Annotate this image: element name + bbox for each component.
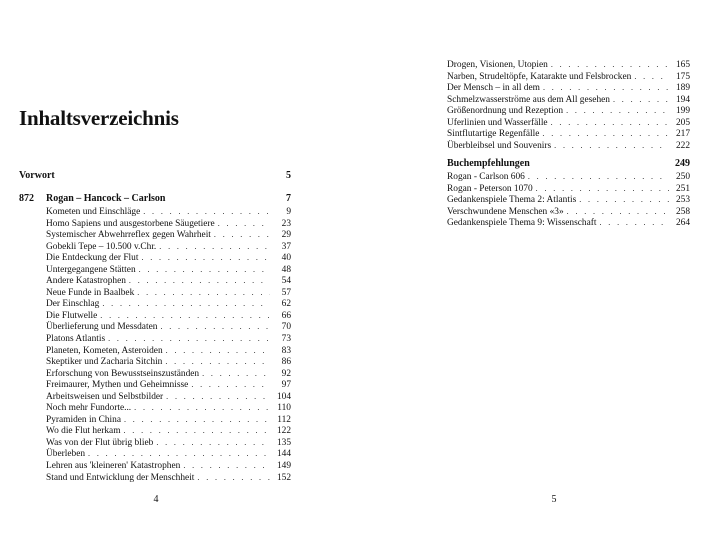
toc-entry-page: 122 (276, 426, 291, 437)
toc-entry-title: Überbleibsel und Souvenirs (447, 140, 552, 151)
toc-entry-title: Uferlinien und Wasserfälle (447, 117, 548, 128)
dot-leader (160, 321, 270, 333)
toc-entry-page: 62 (281, 299, 291, 310)
toc-entry[interactable] (46, 379, 291, 391)
toc-entry-title: Narben, Strudeltöpfe, Katarakte und Felsbrocken (447, 71, 632, 82)
toc-entry[interactable] (46, 391, 291, 403)
toc-entry-title: Untergegangene Stätten (46, 264, 136, 275)
dot-leader (166, 345, 270, 357)
toc-entry-title: Kometen und Einschläge (46, 207, 141, 217)
dot-leader (124, 414, 270, 426)
toc-entry-title: Überlieferung und Messdaten (46, 322, 158, 333)
toc-entry[interactable] (46, 229, 291, 241)
toc-entry[interactable] (447, 194, 690, 206)
toc-entry-page: 97 (281, 380, 291, 391)
toc-entry-page: 144 (276, 449, 291, 460)
toc-entry[interactable] (46, 402, 291, 414)
toc-entry-title: Größenordnung und Rezeption (447, 106, 564, 117)
toc-entry-title: Noch mehr Fundorte... (46, 403, 132, 414)
toc-entry-page: 70 (281, 322, 291, 333)
toc-entry[interactable] (447, 171, 690, 183)
toc-entry-title: Gedankenspiele Thema 9: Wissenschaft (447, 218, 597, 229)
toc-entry-title: Neue Funde in Baalbek (46, 287, 135, 298)
dot-leader (100, 310, 270, 322)
toc-entry-title: Systemischer Abwehrreflex gegen Wahrheit (46, 230, 211, 241)
toc-entry-title: Freimaurer, Mythen und Geheimnisse (46, 380, 189, 391)
toc-entry-page: 250 (675, 172, 690, 182)
toc-entry-title: Sintflutartige Regenfälle (447, 129, 540, 140)
toc-entry[interactable] (46, 252, 291, 264)
toc-entry-page: 66 (281, 310, 291, 321)
dot-leader (197, 472, 270, 484)
toc-entry-title: Gobekli Tepe – 10.500 v.Chr. (46, 241, 157, 252)
toc-entry-page: 57 (281, 287, 291, 298)
toc-entry-title: Andere Katastrophen (46, 276, 126, 287)
toc-entry-page: 73 (281, 334, 291, 345)
toc-entry-page: 194 (675, 94, 690, 105)
dot-leader (613, 94, 669, 106)
toc-entry[interactable] (447, 128, 690, 140)
toc-entry-page: 135 (276, 437, 291, 448)
vorwort-page: 5 (286, 170, 291, 181)
toc-entry-page: 175 (675, 71, 690, 82)
toc-entry[interactable] (447, 217, 690, 229)
toc-entry-title: Was von der Flut übrig blieb (46, 437, 154, 448)
toc-entry[interactable] (46, 241, 291, 253)
toc-entry-title: Planeten, Kometen, Asteroiden (46, 345, 163, 356)
toc-entry-page: 9 (286, 207, 291, 217)
toc-entry-title: Rogan - Carlson 606 (447, 172, 525, 182)
dot-leader (218, 218, 270, 230)
toc-entry[interactable] (447, 82, 690, 94)
toc-entry-title: Arbeitsweisen und Selbstbilder (46, 391, 164, 402)
toc-entry-page: 104 (276, 391, 291, 402)
toc-entry-title: Rogan - Peterson 1070 (447, 183, 533, 194)
toc-entry-title: Platons Atlantis (46, 334, 106, 345)
toc-entry[interactable] (46, 345, 291, 357)
dot-leader (183, 460, 270, 472)
toc-entry-page: 165 (675, 60, 690, 70)
dot-leader (156, 437, 270, 449)
dot-leader (143, 206, 270, 218)
dot-leader (543, 82, 669, 94)
toc-entry[interactable] (447, 105, 690, 117)
toc-entry-page: 40 (281, 253, 291, 264)
dot-leader (551, 117, 669, 129)
toc-entry[interactable] (46, 368, 291, 380)
toc-entry-page: 92 (281, 368, 291, 379)
toc-entry-page: 258 (675, 206, 690, 217)
toc-entry[interactable] (46, 264, 291, 276)
toc-entry[interactable] (447, 71, 690, 83)
toc-entry-page: 23 (281, 218, 291, 229)
toc-entry[interactable] (46, 298, 291, 310)
page-title: Inhaltsverzeichnis (19, 106, 179, 130)
dot-leader (191, 379, 270, 391)
toc-entry-title: Stand und Entwicklung der Menschheit (46, 472, 195, 483)
vorwort-label: Vorwort (19, 170, 55, 181)
dot-leader (214, 229, 270, 241)
toc-entry-page: 199 (675, 106, 690, 117)
dot-leader (567, 206, 669, 218)
toc-entry[interactable] (447, 206, 690, 218)
toc-entry[interactable] (46, 472, 291, 484)
dot-leader (88, 448, 270, 460)
toc-entry-page: 112 (277, 414, 291, 425)
toc-entry-page: 222 (675, 140, 690, 151)
toc-entry-page: 86 (281, 357, 291, 368)
toc-entry[interactable] (46, 356, 291, 368)
dot-leader (551, 59, 669, 71)
dot-leader (634, 71, 669, 83)
toc-list-recommendations (447, 171, 690, 229)
toc-entry[interactable] (46, 425, 291, 437)
dot-leader (202, 368, 270, 380)
toc-entry[interactable] (46, 437, 291, 449)
chapter-number: 872 (19, 193, 34, 204)
toc-entry-title: Verschwundene Menschen «3» (447, 206, 564, 217)
dot-leader (141, 252, 270, 264)
toc-entry-page: 217 (675, 129, 690, 140)
toc-entry-title: Lehren aus 'kleineren' Katastrophen (46, 461, 181, 472)
toc-entry-page: 264 (675, 218, 690, 229)
toc-entry-title: Die Entdeckung der Flut (46, 253, 139, 264)
section-title: Buchempfehlungen (447, 158, 530, 169)
dot-leader (600, 217, 670, 229)
toc-entry[interactable] (447, 183, 690, 195)
dot-leader (579, 194, 669, 206)
toc-entry-title: Die Flutwelle (46, 310, 98, 321)
toc-entry[interactable] (46, 333, 291, 345)
page-number-left: 4 (153, 494, 159, 505)
toc-list-left (46, 206, 291, 483)
chapter-page: 7 (286, 193, 291, 204)
toc-entry[interactable] (46, 206, 291, 218)
toc-entry-title: Homo Sapiens und ausgestorbene Säugetiere (46, 218, 215, 229)
toc-entry[interactable] (46, 275, 291, 287)
toc-entry-page: 149 (276, 461, 291, 472)
toc-entry-title: Der Mensch – in all dem (447, 83, 540, 94)
toc-entry-page: 54 (281, 276, 291, 287)
dot-leader (165, 356, 270, 368)
toc-entry-title: Pyramiden in China (46, 414, 121, 425)
right-page (360, 0, 720, 540)
toc-entry-page: 37 (281, 241, 291, 252)
toc-entry-page: 83 (281, 345, 291, 356)
toc-entry-page: 48 (281, 264, 291, 275)
toc-entry[interactable] (46, 321, 291, 333)
dot-leader (102, 298, 270, 310)
toc-entry[interactable] (447, 117, 690, 129)
dot-leader (528, 171, 669, 183)
dot-leader (124, 425, 271, 437)
toc-entry-page: 189 (675, 83, 690, 94)
dot-leader (134, 402, 270, 414)
toc-entry-page: 251 (675, 183, 690, 194)
dot-leader (566, 105, 669, 117)
toc-entry[interactable] (46, 414, 291, 426)
toc-entry-vorwort[interactable] (19, 170, 291, 181)
toc-entry-title: Der Einschlag (46, 299, 100, 310)
toc-entry-title: Gedankenspiele Thema 2: Atlantis (447, 195, 577, 206)
dot-leader (129, 275, 270, 287)
dot-leader (542, 128, 669, 140)
toc-entry[interactable] (46, 310, 291, 322)
toc-entry-title: Erforschung von Bewusstseinszuständen (46, 368, 200, 379)
dot-leader (166, 391, 270, 403)
toc-entry[interactable] (46, 287, 291, 299)
toc-entry-title: Wo die Flut herkam (46, 426, 121, 437)
toc-entry-page: 205 (675, 117, 690, 128)
toc-entry-page: 29 (281, 230, 291, 241)
toc-entry[interactable] (46, 218, 291, 230)
dot-leader (108, 333, 270, 345)
chapter-title: Rogan – Hancock – Carlson (46, 193, 166, 204)
toc-entry-title: Skeptiker und Zacharia Sitchin (46, 357, 163, 368)
toc-entry[interactable] (447, 140, 690, 152)
toc-entry-title: Überleben (46, 449, 86, 460)
toc-entry-page: 110 (277, 403, 291, 414)
dot-leader (554, 140, 669, 152)
toc-list-right (447, 59, 690, 151)
section-heading-buchempfehlungen[interactable] (447, 158, 690, 169)
chapter-heading[interactable] (46, 193, 291, 204)
toc-entry[interactable] (46, 460, 291, 472)
dot-leader (159, 241, 270, 253)
dot-leader (139, 264, 270, 276)
toc-entry-title: Drogen, Visionen, Utopien (447, 60, 548, 70)
section-page: 249 (675, 158, 690, 169)
page-number-right: 5 (551, 494, 557, 505)
toc-entry[interactable] (447, 94, 690, 106)
dot-leader (137, 287, 270, 299)
dot-leader (536, 183, 669, 195)
toc-entry[interactable] (447, 59, 690, 71)
toc-entry-page: 253 (675, 195, 690, 206)
toc-entry-page: 152 (276, 472, 291, 483)
toc-entry[interactable] (46, 448, 291, 460)
toc-entry-title: Schmelzwasserströme aus dem All gesehen (447, 94, 610, 105)
